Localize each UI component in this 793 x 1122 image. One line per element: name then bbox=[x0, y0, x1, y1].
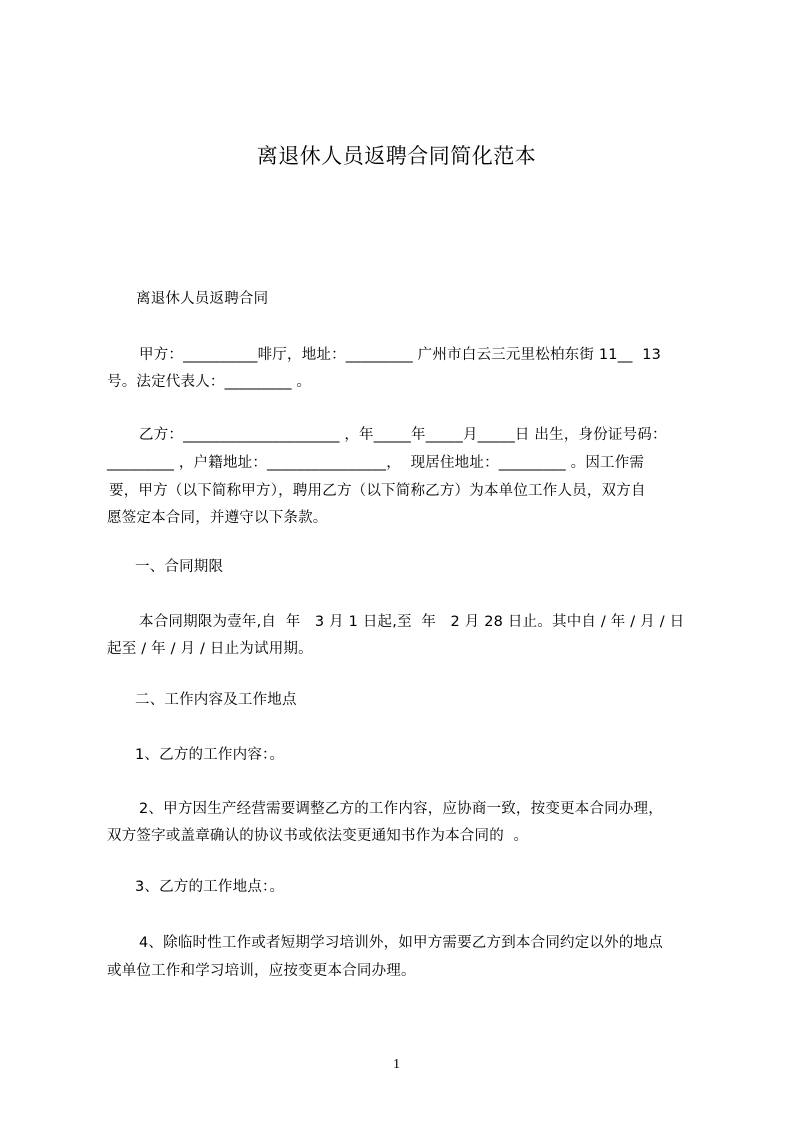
party-b-line-3: 要，甲方（以下简称甲方），聘用乙方（以下简称乙方）为本单位工作人员，双方自 bbox=[109, 483, 646, 499]
party-b-line-4: 愿签定本合同，并遵守以下条款。 bbox=[107, 510, 328, 526]
section-2-heading: 二、工作内容及工作地点 bbox=[135, 692, 297, 708]
section-1-heading: 一、合同期限 bbox=[135, 559, 224, 575]
section-2-item-2-line-1: 2、甲方因生产经营需要调整乙方的工作内容，应协商一致，按变更本合同办理， bbox=[139, 801, 663, 817]
party-b-line-2: _________ ，户籍地址：________________， 现居住地址：_________ 。因工作需 bbox=[107, 455, 645, 471]
section-2-item-4-line-1: 4、除临时性工作或者短期学习培训外，如甲方需要乙方到本合同约定以外的地点 bbox=[139, 935, 663, 951]
party-a-line-2: 号。法定代表人：_________ 。 bbox=[107, 374, 312, 390]
section-1-line-2: 起至 / 年 / 月 / 日止为试用期。 bbox=[107, 641, 313, 657]
party-b-line-1: 乙方：_____________________ ，年_____年_____月_____日 出生，身份证号码： bbox=[139, 427, 667, 443]
document-title: 离退休人员返聘合同简化范本 bbox=[256, 144, 537, 168]
section-2-item-4-line-2: 或单位工作和学习培训，应按变更本合同办理。 bbox=[107, 963, 416, 979]
section-2-item-2-line-2: 双方签字或盖章确认的协议书或依法变更通知书作为本合同的 。 bbox=[107, 828, 529, 844]
section-2-item-3: 3、乙方的工作地点：。 bbox=[135, 879, 285, 895]
section-1-line-1: 本合同期限为壹年,自 年 3 月 1 日起,至 年 2 月 28 日止。其中自 / 年 / 月 / 日 bbox=[139, 614, 685, 630]
contract-subtitle: 离退休人员返聘合同 bbox=[136, 291, 269, 307]
page-number: 1 bbox=[393, 1057, 400, 1072]
section-2-item-1: 1、乙方的工作内容：。 bbox=[135, 747, 285, 763]
party-a-line-1: 甲方：__________啡厅，地址：_________ 广州市白云三元里松柏东街 11__ 13 bbox=[139, 347, 662, 363]
